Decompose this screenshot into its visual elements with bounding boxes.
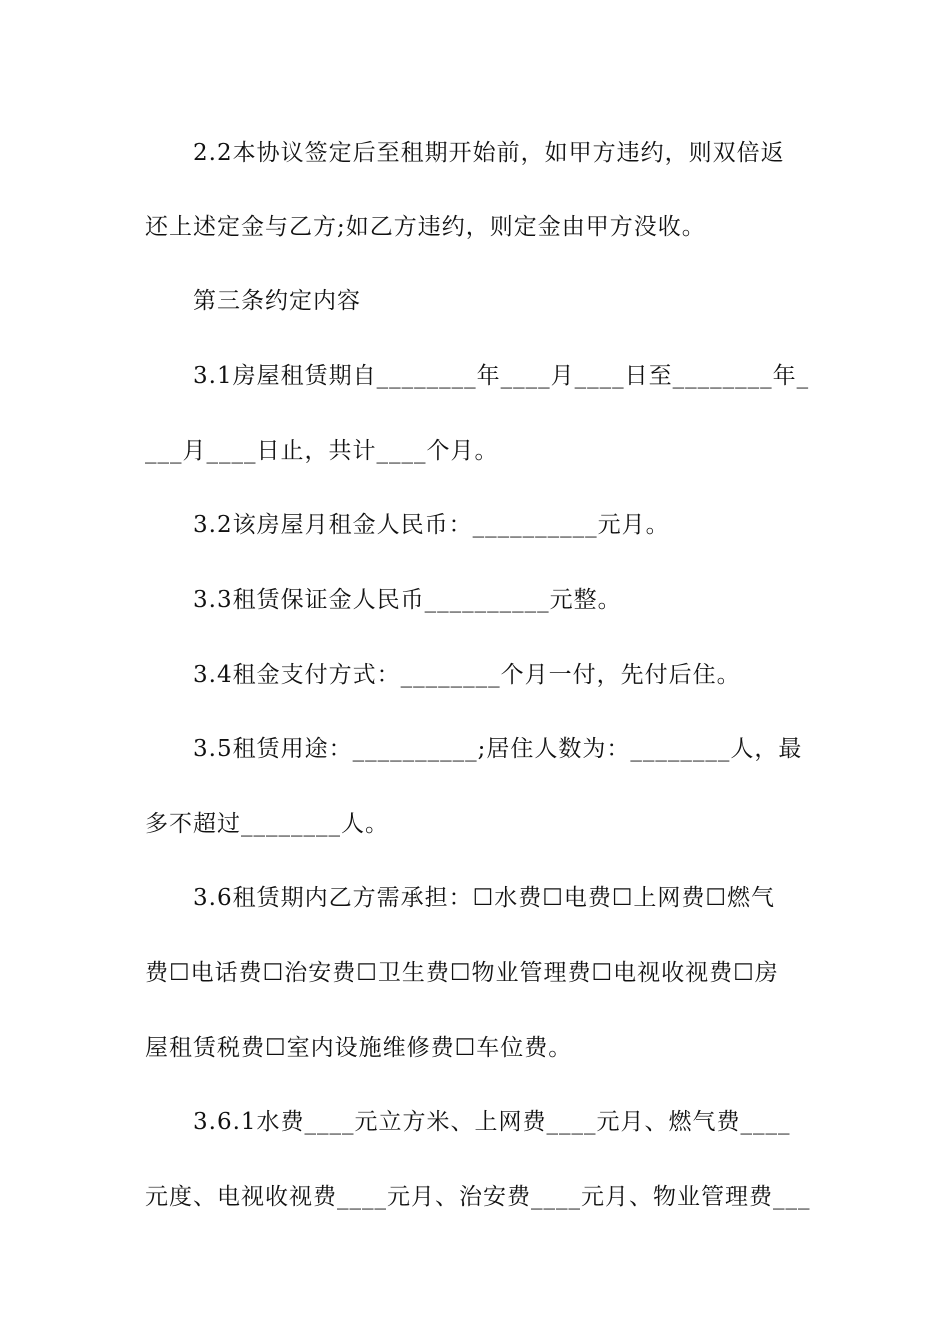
paragraph-3-6-line-2: 费☐电话费☐治安费☐卫生费☐物业管理费☐电视收视费☐房 bbox=[145, 960, 779, 986]
paragraph-3-1-line-2: ___月____日止，共计____个月。 bbox=[145, 438, 499, 464]
paragraph-3-1-line-1: 3.1房屋租赁期自________年____月____日至________年_ bbox=[193, 363, 810, 389]
paragraph-3-6-1-line-1: 3.6.1水费____元立方米、上网费____元月、燃气费____ bbox=[193, 1109, 791, 1135]
paragraph-3-4: 3.4租金支付方式：________个月一付，先付后住。 bbox=[193, 662, 741, 688]
section-heading-article-3: 第三条约定内容 bbox=[193, 288, 361, 314]
paragraph-3-6-line-3: 屋租赁税费☐室内设施维修费☐车位费。 bbox=[145, 1035, 573, 1061]
paragraph-3-5-line-1: 3.5租赁用途：__________;居住人数为：________人，最 bbox=[193, 736, 803, 762]
paragraph-2-2-line-2: 还上述定金与乙方;如乙方违约，则定金由甲方没收。 bbox=[145, 214, 706, 240]
paragraph-2-2-line-1: 2.2本协议签定后至租期开始前，如甲方违约，则双倍返 bbox=[193, 140, 785, 166]
paragraph-3-3: 3.3租赁保证金人民币__________元整。 bbox=[193, 587, 622, 613]
paragraph-3-6-1-line-2: 元度、电视收视费____元月、治安费____元月、物业管理费___ bbox=[145, 1184, 811, 1210]
paragraph-3-2: 3.2该房屋月租金人民币：__________元月。 bbox=[193, 512, 670, 538]
paragraph-3-6-line-1: 3.6租赁期内乙方需承担：☐水费☐电费☐上网费☐燃气 bbox=[193, 885, 776, 911]
paragraph-3-5-line-2: 多不超过________人。 bbox=[145, 811, 389, 837]
